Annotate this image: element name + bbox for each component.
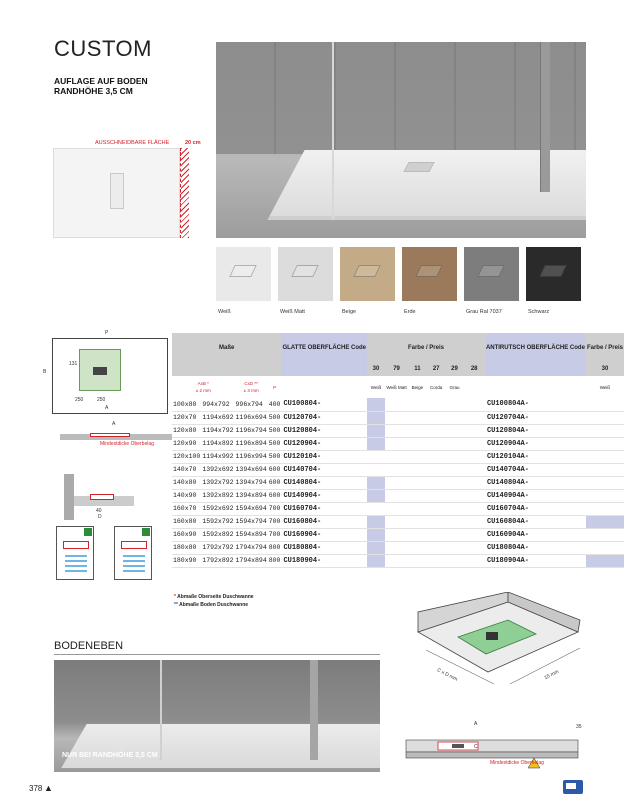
dim-d: D: [98, 514, 102, 520]
cell-color-30: [367, 424, 385, 437]
swatch-drain-icon: [415, 265, 443, 277]
cell-cxd: 996x794: [235, 398, 268, 411]
cell-color-30: [367, 489, 385, 502]
cell-color-27: [427, 515, 446, 528]
cell-color-79: [385, 437, 408, 450]
cell-code: CU160704-: [281, 502, 367, 515]
color-name-grau: Grau: [446, 376, 464, 398]
page-number: 378: [29, 784, 43, 793]
cell-color-11: [408, 528, 427, 541]
cell-color-79: [385, 398, 408, 411]
cell-color-11: [408, 502, 427, 515]
swatch-drain-icon: [291, 265, 319, 277]
cell-p: 800: [268, 554, 282, 567]
table-row: [172, 463, 624, 476]
color-code-30: 30: [367, 363, 385, 376]
subtitle-line-1: AUFLAGE AUF BODEN: [54, 76, 148, 86]
header-glatte: GLATTE OBERFLÄCHE Code: [281, 333, 367, 363]
cell-anti-code: CU100804A-: [485, 398, 586, 411]
dim-a: A: [105, 405, 109, 411]
cxd-header: [235, 376, 268, 398]
cell-code: CU140704-: [281, 463, 367, 476]
cell-color-27: [427, 450, 446, 463]
legend-1-star: *: [174, 594, 176, 600]
cell-color-27: [427, 411, 446, 424]
dim-p: P: [105, 330, 109, 336]
cell-p: 500: [268, 437, 282, 450]
table-row: [172, 424, 624, 437]
cell-color-11: [408, 489, 427, 502]
cell-color-30: [367, 476, 385, 489]
cell-size: 120x100: [172, 450, 201, 463]
cell-anti-code: CU120804A-: [485, 424, 586, 437]
cell-color-27: [427, 424, 446, 437]
swatch-drain-icon: [477, 265, 505, 277]
cell-axb: 1194x992: [201, 450, 234, 463]
legend-1-text: Abmaße Oberseite Duschwanne: [177, 594, 254, 600]
swatch-label: Beige: [342, 309, 357, 315]
cell-color-11: [408, 515, 427, 528]
cell-cxd: 1594x694: [235, 502, 268, 515]
section-1-cut: [90, 433, 130, 437]
cxd-tolerance: ± 3 mm: [243, 388, 259, 393]
section-drawing-1: [60, 421, 172, 447]
cell-color-28: [463, 398, 485, 411]
color-code-27: 27: [427, 363, 446, 376]
cell-size: 180x80: [172, 541, 201, 554]
cell-size: 120x70: [172, 411, 201, 424]
cell-color-27: [427, 528, 446, 541]
cell-p: 500: [268, 424, 282, 437]
cell-p: 400: [268, 398, 282, 411]
table-row: [172, 489, 624, 502]
table-row: [172, 398, 624, 411]
header-farbe-preis: Farbe / Preis: [367, 333, 485, 363]
cell-cxd: 1594x894: [235, 528, 268, 541]
cell-p: 600: [268, 463, 282, 476]
section-2-cut: [90, 494, 114, 500]
cell-anti-color: [586, 476, 624, 489]
subtitle-line-2: RANDHÖHE 3,5 CM: [54, 86, 133, 96]
header-masse: Maße: [172, 333, 281, 363]
swatch-label: Weiß Matt: [280, 309, 305, 315]
cell-size: 120x80: [172, 424, 201, 437]
install-icon-right-water: [123, 555, 145, 575]
price-table: [172, 333, 624, 568]
axb-label: AxB *: [197, 381, 209, 386]
cell-axb: 1392x892: [201, 489, 234, 502]
install-icon-right-tray: [121, 541, 147, 549]
color-code-11: 11: [408, 363, 427, 376]
cell-color-29: [446, 463, 464, 476]
sec3-dim-a: A: [474, 721, 478, 727]
dim-b: B: [43, 369, 47, 375]
cell-color-29: [446, 489, 464, 502]
iso-cxd: C x D mm: [435, 667, 459, 683]
cell-cxd: 1794x794: [235, 541, 268, 554]
cell-anti-code: CU140804A-: [485, 476, 586, 489]
section-2-wall: [64, 474, 74, 520]
cell-color-29: [446, 424, 464, 437]
install-icon-left: [56, 526, 94, 580]
table-row: [172, 515, 624, 528]
section-rule: [54, 654, 380, 655]
iso-drawing: [398, 592, 588, 702]
cell-cxd: 1196x994: [235, 450, 268, 463]
sec3-label-mindest: Mindestdicke Oberbelag: [490, 760, 544, 766]
cell-color-79: [385, 554, 408, 567]
cell-code: CU180804-: [281, 541, 367, 554]
cell-axb: 1592x892: [201, 528, 234, 541]
swatch-label: Schwarz: [528, 309, 550, 315]
cell-axb: 994x792: [201, 398, 234, 411]
cell-code: CU120104-: [281, 450, 367, 463]
cell-anti-color: [586, 437, 624, 450]
cell-anti-color: [586, 450, 624, 463]
cxd-label: CxD **: [244, 381, 258, 386]
cell-anti-color: [586, 411, 624, 424]
cell-color-79: [385, 411, 408, 424]
cell-code: CU140904-: [281, 489, 367, 502]
brand-mark-icon: ▲: [44, 783, 53, 793]
photo-door-frame: [540, 42, 550, 192]
photo-drain: [403, 162, 434, 172]
cell-cxd: 1394x894: [235, 489, 268, 502]
cutout-label: AUSSCHNEIDBARE FLÄCHE: [95, 140, 170, 146]
install-icon-left-mark: [84, 528, 92, 536]
cell-code: CU120704-: [281, 411, 367, 424]
cell-anti-code: CU120704A-: [485, 411, 586, 424]
cell-p: 500: [268, 411, 282, 424]
cell-code: CU160904-: [281, 528, 367, 541]
cell-anti-color: [586, 502, 624, 515]
cell-axb: 1592x692: [201, 502, 234, 515]
cell-cxd: 1196x694: [235, 411, 268, 424]
color-code-79: 79: [385, 363, 408, 376]
cell-color-79: [385, 541, 408, 554]
cell-color-28: [463, 489, 485, 502]
cell-color-30: [367, 528, 385, 541]
dim-a-2: A: [112, 421, 116, 427]
cell-p: 600: [268, 489, 282, 502]
cell-anti-code: CU140704A-: [485, 463, 586, 476]
cell-color-30: [367, 437, 385, 450]
swatch-drain-icon: [539, 265, 567, 277]
install-icon-left-water: [65, 555, 87, 575]
cell-code: CU140804-: [281, 476, 367, 489]
section-drawing-3: [402, 722, 586, 778]
iso-height: 15 mm: [543, 668, 560, 682]
install-icon-right: [114, 526, 152, 580]
swatch-1: [278, 247, 333, 301]
cell-cxd: 1394x794: [235, 476, 268, 489]
cell-anti-code: CU160704A-: [485, 502, 586, 515]
cell-anti-color: [586, 489, 624, 502]
cell-color-30: [367, 515, 385, 528]
header-antirutsch: ANTIRUTSCH OBERFLÄCHE Code: [485, 333, 586, 363]
cell-color-27: [427, 437, 446, 450]
swatch-label: Weiß: [218, 309, 231, 315]
color-name-beige: Beige: [408, 376, 427, 398]
cell-color-28: [463, 502, 485, 515]
dim-250-b: 250: [97, 397, 106, 403]
cutout-tray-image: [53, 148, 180, 238]
cell-anti-color: [586, 541, 624, 554]
cell-color-29: [446, 554, 464, 567]
dim-40: 40: [96, 508, 102, 514]
legend-2: [174, 602, 248, 608]
cell-color-11: [408, 450, 427, 463]
header-farbe-preis-2: Farbe / Preis: [586, 333, 624, 363]
cell-axb: 1392x692: [201, 463, 234, 476]
cell-color-79: [385, 528, 408, 541]
cell-color-29: [446, 528, 464, 541]
section-title-bodeneben: BODENEBEN: [54, 640, 124, 652]
swatch-2: [340, 247, 395, 301]
cell-color-28: [463, 411, 485, 424]
legend-2-text: Abmaße Boden Duschwanne: [179, 602, 249, 608]
color-name-right: Weiß: [586, 376, 624, 398]
cell-axb: 1392x792: [201, 476, 234, 489]
cell-color-28: [463, 463, 485, 476]
cell-anti-code: CU160804A-: [485, 515, 586, 528]
cell-color-29: [446, 476, 464, 489]
color-name-weiss: Weiß: [367, 376, 385, 398]
cell-anti-color: [586, 424, 624, 437]
table-row: [172, 437, 624, 450]
table-row: [172, 528, 624, 541]
cell-color-28: [463, 424, 485, 437]
cell-anti-color: [586, 463, 624, 476]
cell-axb: 1792x792: [201, 541, 234, 554]
hero-photo: [216, 42, 586, 238]
cutout-hatch-area: [180, 148, 189, 238]
cell-color-29: [446, 411, 464, 424]
cell-anti-code: CU120904A-: [485, 437, 586, 450]
color-code-29: 29: [446, 363, 464, 376]
cell-color-79: [385, 489, 408, 502]
cell-p: 500: [268, 450, 282, 463]
cell-size: 120x90: [172, 437, 201, 450]
cell-anti-color: [586, 554, 624, 567]
subtitle: [54, 76, 148, 96]
cell-cxd: 1594x794: [235, 515, 268, 528]
cell-color-30: [367, 502, 385, 515]
cell-size: 160x70: [172, 502, 201, 515]
cell-color-30: [367, 541, 385, 554]
photo2-frame: [310, 660, 318, 760]
cell-color-27: [427, 489, 446, 502]
cell-color-79: [385, 515, 408, 528]
cell-axb: 1792x892: [201, 554, 234, 567]
cell-color-27: [427, 541, 446, 554]
cell-color-79: [385, 424, 408, 437]
cell-color-28: [463, 554, 485, 567]
cell-color-28: [463, 541, 485, 554]
cell-color-29: [446, 515, 464, 528]
cell-color-27: [427, 502, 446, 515]
photo-wall: [216, 42, 586, 154]
cell-color-29: [446, 437, 464, 450]
cutout-drain: [110, 173, 124, 209]
plan-drain: [93, 367, 107, 375]
truck-icon: [563, 780, 583, 794]
swatch-5: [526, 247, 581, 301]
cell-anti-code: CU120104A-: [485, 450, 586, 463]
cell-size: 180x90: [172, 554, 201, 567]
table-row: [172, 554, 624, 567]
cell-cxd: 1794x894: [235, 554, 268, 567]
swatch-label: Erde: [404, 309, 416, 315]
swatch-0: [216, 247, 271, 301]
label-mindest: Mindestdicke Oberbelag: [100, 441, 154, 447]
cell-color-30: [367, 411, 385, 424]
cell-code: CU100804-: [281, 398, 367, 411]
cell-color-79: [385, 502, 408, 515]
photo2-tray: [61, 724, 380, 768]
cell-color-28: [463, 515, 485, 528]
cell-color-29: [446, 502, 464, 515]
cell-p: 700: [268, 502, 282, 515]
color-name-weiss-matt: Weiß Matt: [385, 376, 408, 398]
cell-color-11: [408, 398, 427, 411]
axb-tolerance: ± 2 mm: [195, 388, 211, 393]
cell-anti-code: CU180904A-: [485, 554, 586, 567]
cell-anti-code: CU140904A-: [485, 489, 586, 502]
cell-color-30: [367, 554, 385, 567]
cell-anti-code: CU180804A-: [485, 541, 586, 554]
page-title: CUSTOM: [54, 36, 152, 61]
swatch-4: [464, 247, 519, 301]
p-header: P: [268, 376, 282, 398]
plan-drawing: [43, 330, 168, 414]
cell-color-11: [408, 554, 427, 567]
cell-color-28: [463, 528, 485, 541]
cell-cxd: 1196x794: [235, 424, 268, 437]
section-drawing-2: [64, 474, 136, 522]
legend-1: [174, 594, 254, 600]
dim-250-a: 250: [75, 397, 84, 403]
cell-anti-color: [586, 515, 624, 528]
photo2-glass: [160, 660, 162, 760]
cell-code: CU180904-: [281, 554, 367, 567]
cell-anti-color: [586, 528, 624, 541]
cell-axb: 1194x692: [201, 411, 234, 424]
cell-color-30: [367, 450, 385, 463]
axb-header: [172, 376, 235, 398]
cell-p: 600: [268, 476, 282, 489]
cell-anti-color: [586, 398, 624, 411]
sec3-dim-c: C: [474, 744, 478, 750]
swatch-label: Grau Ral 7037: [466, 309, 502, 315]
cell-size: 160x80: [172, 515, 201, 528]
cell-color-79: [385, 476, 408, 489]
cell-color-79: [385, 463, 408, 476]
table-row: [172, 450, 624, 463]
install-icon-left-tray: [63, 541, 89, 549]
swatch-3: [402, 247, 457, 301]
color-code-28: 28: [463, 363, 485, 376]
cell-code: CU120904-: [281, 437, 367, 450]
cell-size: 100x80: [172, 398, 201, 411]
color-name-corda: Corda: [427, 376, 446, 398]
photo-glass-panel: [332, 42, 334, 220]
cell-color-27: [427, 476, 446, 489]
cutout-dimension: 20 cm: [185, 140, 201, 146]
cell-color-30: [367, 463, 385, 476]
cell-color-79: [385, 450, 408, 463]
cell-p: 700: [268, 515, 282, 528]
cell-color-27: [427, 554, 446, 567]
cell-color-27: [427, 463, 446, 476]
cell-cxd: 1196x894: [235, 437, 268, 450]
cell-color-28: [463, 476, 485, 489]
cell-color-11: [408, 541, 427, 554]
cell-color-29: [446, 541, 464, 554]
cell-size: 140x70: [172, 463, 201, 476]
cell-color-11: [408, 424, 427, 437]
swatch-drain-icon: [229, 265, 257, 277]
cell-color-30: [367, 398, 385, 411]
color-name-schwarz: Schwarz: [463, 376, 485, 398]
cell-color-28: [463, 437, 485, 450]
cell-axb: 1194x892: [201, 437, 234, 450]
table-row: [172, 411, 624, 424]
cell-color-29: [446, 398, 464, 411]
cell-anti-code: CU160904A-: [485, 528, 586, 541]
sec3-dim-35: 35: [576, 724, 582, 730]
cell-color-27: [427, 398, 446, 411]
cell-code: CU160804-: [281, 515, 367, 528]
cell-size: 140x90: [172, 489, 201, 502]
cell-color-11: [408, 411, 427, 424]
cell-p: 700: [268, 528, 282, 541]
table-row: [172, 541, 624, 554]
cell-size: 140x80: [172, 476, 201, 489]
bodeneben-caption: NUR BEI RANDHÖHE 3,5 CM: [62, 752, 158, 759]
cell-color-11: [408, 476, 427, 489]
legend-2-star: **: [174, 602, 178, 608]
cell-axb: 1194x792: [201, 424, 234, 437]
install-icon-right-mark: [142, 528, 150, 536]
cell-code: CU120804-: [281, 424, 367, 437]
cell-color-28: [463, 450, 485, 463]
cell-color-11: [408, 463, 427, 476]
cell-color-29: [446, 450, 464, 463]
table-row: [172, 502, 624, 515]
cell-cxd: 1394x694: [235, 463, 268, 476]
dim-131: 131: [69, 361, 78, 367]
color-code-right: 30: [586, 363, 624, 376]
cell-axb: 1592x792: [201, 515, 234, 528]
cell-size: 160x90: [172, 528, 201, 541]
table-row: [172, 476, 624, 489]
cell-color-11: [408, 437, 427, 450]
photo-shower-tray: [267, 150, 586, 220]
swatch-drain-icon: [353, 265, 381, 277]
cell-p: 800: [268, 541, 282, 554]
